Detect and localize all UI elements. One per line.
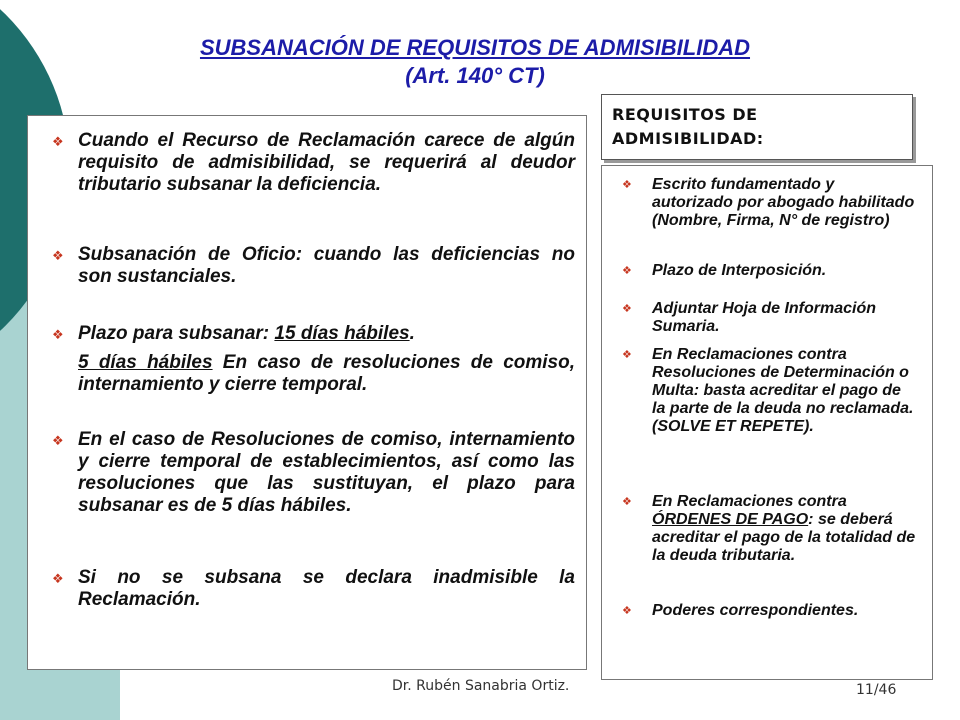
left-bullet-5-text: Si no se subsana se declara inadmisible la Reclamación. xyxy=(78,567,575,610)
title-line-1: SUBSANACIÓN DE REQUISITOS DE ADMISIBILIDAD xyxy=(199,35,751,60)
ordenes-suffix: : se deberá acreditar el pago de la totalidad de la deuda tributaria. xyxy=(652,511,916,564)
left-bullet-4 xyxy=(52,429,575,517)
diamond-bullet-icon: ❖ xyxy=(622,179,632,191)
left-bullet-1 xyxy=(52,130,575,196)
right-bullet-5-text xyxy=(652,493,917,565)
left-content-panel xyxy=(27,115,587,670)
right-bullet-4 xyxy=(612,346,917,436)
left-bullet-2 xyxy=(52,244,575,288)
right-requisitos-panel xyxy=(601,165,933,680)
right-bullet-2 xyxy=(612,262,917,280)
right-bullet-2-text: Plazo de Interposición. xyxy=(652,262,827,279)
right-bullet-1 xyxy=(612,176,917,230)
requisitos-header-line-2: ADMISIBILIDAD: xyxy=(612,129,764,148)
right-bullet-1-text: Escrito fundamentado y autorizado por abogado habilitado (Nombre, Firma, N° de registro) xyxy=(652,176,915,229)
right-bullet-3 xyxy=(612,300,917,336)
ordenes-prefix: En Reclamaciones contra xyxy=(652,493,847,510)
ordenes-de-pago: ÓRDENES DE PAGO xyxy=(652,511,809,528)
requisitos-header-box xyxy=(601,94,913,160)
left-bullet-3 xyxy=(52,323,575,345)
diamond-bullet-icon: ❖ xyxy=(52,248,64,263)
diamond-bullet-icon: ❖ xyxy=(52,327,64,342)
plazo-sub-rest: En caso de resoluciones de comiso, internamiento y cierre temporal. xyxy=(78,352,575,395)
diamond-bullet-icon: ❖ xyxy=(52,433,64,448)
right-bullet-3-text: Adjuntar Hoja de Información Sumaria. xyxy=(652,300,877,335)
plazo-sub-value: 5 días hábiles xyxy=(78,352,213,373)
left-bullet-2-text: Subsanación de Oficio: cuando las deficiencias no son sustanciales. xyxy=(78,244,575,287)
diamond-bullet-icon: ❖ xyxy=(622,349,632,361)
diamond-bullet-icon: ❖ xyxy=(622,265,632,277)
page-number: 11/46 xyxy=(856,682,897,698)
right-bullet-4-text: En Reclamaciones contra Resoluciones de Determinación o Multa: basta acreditar el pago de la parte de la deuda no reclamada.(SOLVE ET REPETE). xyxy=(652,346,914,435)
right-bullet-6-text: Poderes correspondientes. xyxy=(652,602,859,619)
left-bullet-3-sub xyxy=(52,352,575,396)
diamond-bullet-icon: ❖ xyxy=(622,605,632,617)
plazo-period: . xyxy=(409,323,415,344)
left-bullet-5 xyxy=(52,567,575,611)
left-bullet-1-text: Cuando el Recurso de Reclamación carece de algún requisito de admisibilidad, se requerirá al deudor tributario subsanar la deficiencia. xyxy=(78,130,575,195)
right-bullet-5 xyxy=(612,493,917,565)
diamond-bullet-icon: ❖ xyxy=(52,571,64,586)
diamond-bullet-icon: ❖ xyxy=(622,303,632,315)
title-line-2: (Art. 140° CT) xyxy=(405,63,545,88)
left-bullet-3-text xyxy=(78,323,575,345)
plazo-value: 15 días hábiles xyxy=(274,323,410,344)
right-bullet-6 xyxy=(612,602,917,620)
diamond-bullet-icon: ❖ xyxy=(622,496,632,508)
plazo-label: Plazo para subsanar: xyxy=(78,323,275,344)
left-bullet-4-text: En el caso de Resoluciones de comiso, internamiento y cierre temporal de establecimientos, así como las resoluciones que las sustituyan, el plazo para subsanar es de 5 días hábiles. xyxy=(78,429,575,516)
footer-author: Dr. Rubén Sanabria Ortiz. xyxy=(392,678,570,694)
diamond-bullet-icon: ❖ xyxy=(52,134,64,149)
left-bullet-3-sub-text xyxy=(78,352,575,396)
requisitos-header-line-1: REQUISITOS DE xyxy=(612,105,758,124)
slide-title xyxy=(0,34,950,90)
